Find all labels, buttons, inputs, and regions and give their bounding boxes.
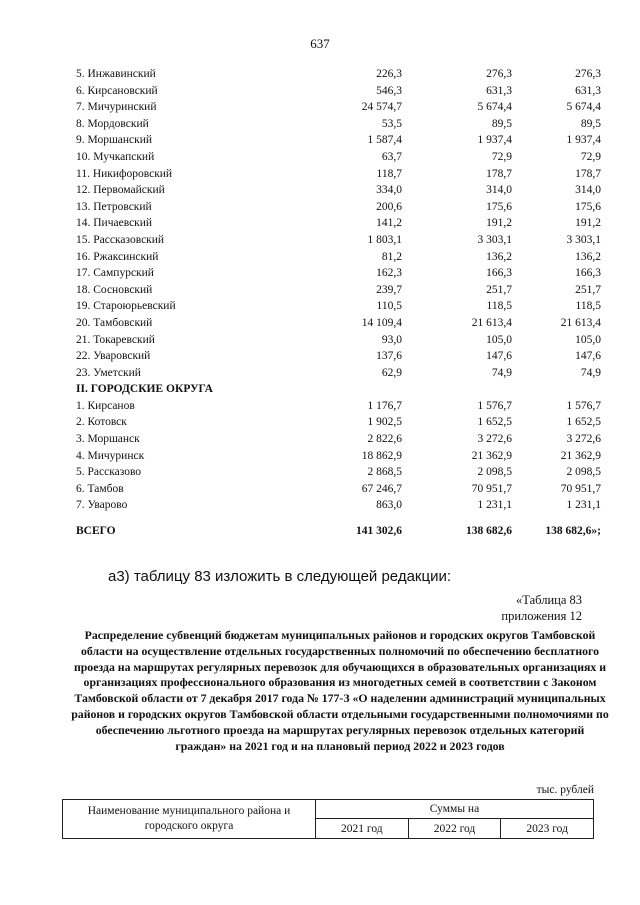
- units-label: тыс. рублей: [536, 784, 594, 796]
- value-2021: 1 902,5: [367, 416, 402, 429]
- value-2021: 546,3: [376, 84, 402, 97]
- value-2023: 2 098,5: [566, 466, 601, 479]
- value-2023: 1 937,4: [566, 134, 601, 147]
- table-row: [76, 149, 601, 166]
- value-2021: 63,7: [381, 150, 402, 163]
- value-2022: 118,5: [486, 300, 512, 313]
- value-2023: 5 674,4: [566, 101, 601, 114]
- value-2023: 178,7: [575, 167, 601, 180]
- value-2023: 631,3: [575, 84, 601, 97]
- value-2021: 137,6: [376, 350, 402, 363]
- value-2023: 314,0: [575, 184, 601, 197]
- value-2023: 166,3: [575, 267, 601, 280]
- table-row: [76, 132, 601, 149]
- header-name-column: Наименование муниципального района и городского округа: [63, 800, 316, 839]
- value-2022: 3 272,6: [477, 433, 512, 446]
- amendment-text: а3) таблицу 83 изложить в следующей редакции:: [108, 568, 451, 585]
- value-2022: 21 613,4: [471, 316, 512, 329]
- value-2022: 136,2: [486, 250, 512, 263]
- table-row: [76, 166, 601, 183]
- table-row: [76, 83, 601, 100]
- subvention-table-continuation: [76, 66, 601, 548]
- table-row: [76, 398, 601, 415]
- value-2023: 138 682,6»;: [545, 525, 601, 538]
- value-2023: 118,5: [575, 300, 601, 313]
- value-2021: 1 176,7: [367, 399, 402, 412]
- value-2023: 136,2: [575, 250, 601, 263]
- value-2022: 314,0: [486, 184, 512, 197]
- value-2023: 147,6: [575, 350, 601, 363]
- header-sums-label: Суммы на: [316, 800, 594, 819]
- value-2023: 175,6: [575, 200, 601, 213]
- row-name: 20. Тамбовский: [76, 316, 153, 329]
- table-row: [76, 431, 601, 448]
- value-2021: 863,0: [376, 499, 402, 512]
- value-2023: 21 613,4: [560, 316, 601, 329]
- row-name: 1. Кирсанов: [76, 399, 135, 412]
- section-row: [76, 381, 601, 398]
- row-name: 17. Сампурский: [76, 267, 154, 280]
- table-header: [62, 799, 594, 839]
- value-2021: 200,6: [376, 200, 402, 213]
- value-2023: 70 951,7: [560, 482, 601, 495]
- value-2022: 5 674,4: [477, 101, 512, 114]
- value-2022: 89,5: [491, 117, 512, 130]
- table-row: [76, 215, 601, 232]
- row-name: 16. Ржаксинский: [76, 250, 159, 263]
- value-2022: 1 576,7: [477, 399, 512, 412]
- row-name: 22. Уваровский: [76, 350, 151, 363]
- table-row: [76, 116, 601, 133]
- row-name: ВСЕГО: [76, 525, 116, 538]
- value-2021: 226,3: [376, 68, 402, 80]
- value-2023: 105,0: [575, 333, 601, 346]
- value-2021: 2 822,6: [367, 433, 402, 446]
- value-2021: 1 587,4: [367, 134, 402, 147]
- table-row: [76, 365, 601, 382]
- row-name: 18. Сосновский: [76, 283, 153, 296]
- value-2021: 239,7: [376, 283, 402, 296]
- value-2023: 251,7: [575, 283, 601, 296]
- row-name: 8. Мордовский: [76, 117, 149, 130]
- table-row: [76, 265, 601, 282]
- row-name: 12. Первомайский: [76, 184, 165, 197]
- table-row: [76, 332, 601, 349]
- value-2022: 166,3: [486, 267, 512, 280]
- table-row: [76, 481, 601, 498]
- row-name: II. ГОРОДСКИЕ ОКРУГА: [76, 383, 213, 396]
- value-2023: 3 303,1: [566, 233, 601, 246]
- header-year-2021: 2021 год: [316, 819, 409, 839]
- value-2022: [402, 381, 512, 398]
- row-name: 9. Моршанский: [76, 134, 153, 147]
- header-year-2023: 2023 год: [501, 819, 594, 839]
- table-row: [76, 348, 601, 365]
- table-row: [76, 66, 601, 83]
- table-row: [76, 182, 601, 199]
- value-2022: 631,3: [486, 84, 512, 97]
- value-2021: 334,0: [376, 184, 402, 197]
- value-2022: 21 362,9: [471, 449, 512, 462]
- table-heading: Распределение субвенций бюджетам муниципальных районов и городских округов Тамбовской области на осуществление отдельных государственных полномочий по обеспечению бесплатного проезда на маршрутах регулярных перевозок для обучающихся в образовательных организациях и организациях профессионального образования из многодетных семей в соответствии с Законом Тамбовской области от 7 декабря 2017 года № 177-З «О наделении администраций муниципальных районов и городских округов Тамбовской области отдельными государственными полномочиями по обеспечению льготного проезда на маршрутах регулярных перевозок отдельных категорий граждан» на 2021 год и на плановый период 2022 и 2023 годов: [71, 628, 609, 753]
- row-name: 21. Токаревский: [76, 333, 155, 346]
- value-2023: 21 362,9: [560, 449, 601, 462]
- table-row: [76, 497, 601, 514]
- value-2022: 1 937,4: [477, 134, 512, 147]
- row-name: 10. Мучкапский: [76, 150, 155, 163]
- value-2021: 67 246,7: [361, 482, 402, 495]
- value-2021: 141,2: [376, 217, 402, 230]
- row-name: 19. Староюрьевский: [76, 300, 176, 313]
- value-2022: 276,3: [486, 68, 512, 80]
- table-row: [76, 298, 601, 315]
- table-row: [76, 282, 601, 299]
- value-2021: 93,0: [381, 333, 402, 346]
- table-row: [76, 414, 601, 431]
- value-2022: 1 652,5: [477, 416, 512, 429]
- value-2023: 276,3: [575, 68, 601, 80]
- row-name: 5. Рассказово: [76, 466, 142, 479]
- value-2023: [512, 381, 601, 398]
- value-2022: 105,0: [486, 333, 512, 346]
- row-name: 6. Кирсановский: [76, 84, 158, 97]
- value-2023: 191,2: [575, 217, 601, 230]
- value-2021: 62,9: [381, 366, 402, 379]
- row-name: 7. Мичуринский: [76, 101, 157, 114]
- value-2023: 72,9: [580, 150, 601, 163]
- value-2022: 191,2: [486, 217, 512, 230]
- value-2021: 141 302,6: [356, 525, 402, 538]
- table-row: [76, 315, 601, 332]
- table-row: [76, 448, 601, 465]
- row-name: 15. Рассказовский: [76, 233, 165, 246]
- value-2022: 138 682,6: [466, 525, 512, 538]
- value-2021: 118,7: [376, 167, 402, 180]
- value-2023: 1 576,7: [566, 399, 601, 412]
- value-2022: 1 231,1: [477, 499, 512, 512]
- value-2022: 251,7: [486, 283, 512, 296]
- header-year-2022: 2022 год: [408, 819, 501, 839]
- row-name: 14. Пичаевский: [76, 217, 153, 230]
- row-name: 6. Тамбов: [76, 482, 124, 495]
- value-2023: 1 652,5: [566, 416, 601, 429]
- value-2023: 89,5: [580, 117, 601, 130]
- value-2021: [326, 381, 402, 398]
- value-2023: 3 272,6: [566, 433, 601, 446]
- value-2021: 1 803,1: [367, 233, 402, 246]
- row-name: 5. Инжавинский: [76, 68, 156, 80]
- row-name: 2. Котовск: [76, 416, 127, 429]
- value-2023: 74,9: [580, 366, 601, 379]
- value-2022: 2 098,5: [477, 466, 512, 479]
- value-2021: 110,5: [376, 300, 402, 313]
- value-2022: 147,6: [486, 350, 512, 363]
- value-2022: 175,6: [486, 200, 512, 213]
- table-row: [76, 464, 601, 481]
- total-row: [76, 514, 601, 548]
- table-row: [76, 232, 601, 249]
- table-row: [76, 249, 601, 266]
- row-name: 23. Уметский: [76, 366, 141, 379]
- page-number: 637: [310, 36, 330, 51]
- value-2021: 53,5: [381, 117, 402, 130]
- value-2022: 70 951,7: [471, 482, 512, 495]
- value-2021: 14 109,4: [361, 316, 402, 329]
- table-body: [76, 66, 601, 548]
- value-2022: 178,7: [486, 167, 512, 180]
- row-name: 3. Моршанск: [76, 433, 140, 446]
- table-row: [76, 199, 601, 216]
- appendix-ref-line: приложения 12: [501, 609, 582, 623]
- value-2021: 18 862,9: [361, 449, 402, 462]
- value-2021: 162,3: [376, 267, 402, 280]
- table-row: [76, 99, 601, 116]
- row-name: 13. Петровский: [76, 200, 152, 213]
- value-2021: 2 868,5: [367, 466, 402, 479]
- row-name: 7. Уварово: [76, 499, 128, 512]
- value-2021: 81,2: [381, 250, 402, 263]
- table-ref-line: «Таблица 83: [516, 593, 582, 607]
- table-reference: [501, 592, 582, 624]
- value-2022: 72,9: [491, 150, 512, 163]
- value-2022: 3 303,1: [477, 233, 512, 246]
- row-name: 11. Никифоровский: [76, 167, 173, 180]
- value-2022: 74,9: [491, 366, 512, 379]
- value-2023: 1 231,1: [566, 499, 601, 512]
- row-name: 4. Мичуринск: [76, 449, 145, 462]
- value-2021: 24 574,7: [361, 101, 402, 114]
